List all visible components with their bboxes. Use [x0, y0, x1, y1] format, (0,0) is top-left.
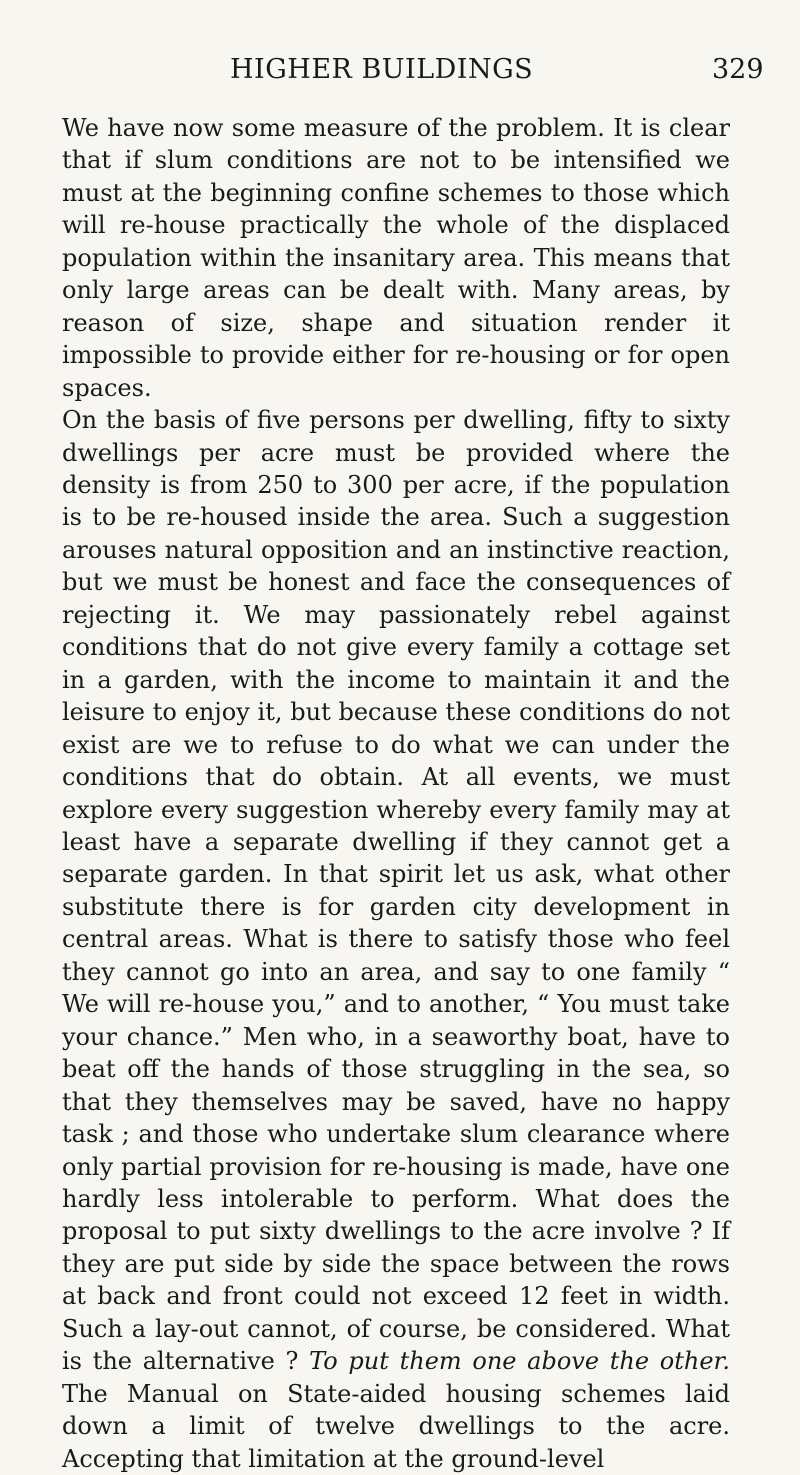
page-number: 329	[712, 54, 764, 85]
body-text	[62, 112, 730, 1475]
paragraph-1: We have now some measure of the problem. It is clear that if slum conditions are not to be intensified we must at the beginning confine schemes to those which will re-house practically the whole of the displaced population within the insanitary area. This means that only large areas can be dealt with. Many areas, by reason of size, shape and situation render it impossible to provide either for re-housing or for open spaces.	[62, 114, 730, 402]
paragraph-2-text: On the basis of five persons per dwelling, fifty to sixty dwellings per acre must be provided where the density is from 250 to 300 per acre, if the population is to be re-housed inside the area. Such a suggestion arouses natural opposition and an instinctive reaction, but we must be honest and face the consequences of rejecting it. We may passionately rebel against conditions that do not give every family a cottage set in a garden, with the income to maintain it and the leisure to enjoy it, but because these conditions do not exist are we to refuse to do what we can under the conditions that do obtain. At all events, we must explore every suggestion whereby every family may at least have a separate dwelling if they cannot get a separate garden. In that spirit let us ask, what other substitute there is for garden city development in central areas. What is there to satisfy those who feel they cannot go into an area, and say to one family “ We will re-house you,” and to another, “ You must take your chance.” Men who, in a seaworthy boat, have to beat off the hands of those struggling in the sea, so that they themselves may be saved, have no happy task ; and those who undertake slum clearance where only partial provision for re-housing is made, have one hardly less intolerable to perform. What does the proposal to put sixty dwellings to the acre involve ? If they are put side by side the space between the rows at back and front could not exceed 12 feet in width. Such a lay-out cannot, of course, be considered. What is the alternative ?	[62, 406, 730, 1376]
paragraph-2-italic: To put them one above the other.	[309, 1347, 730, 1376]
paragraph-2-continuation: The Manual on State-aided housing schemes laid down a limit of twelve dwellings to the acre. Accepting that limitation at the ground-level	[62, 1379, 730, 1473]
running-head	[0, 54, 800, 94]
paragraph-2	[62, 404, 730, 1475]
running-title: HIGHER BUILDINGS	[230, 54, 534, 85]
